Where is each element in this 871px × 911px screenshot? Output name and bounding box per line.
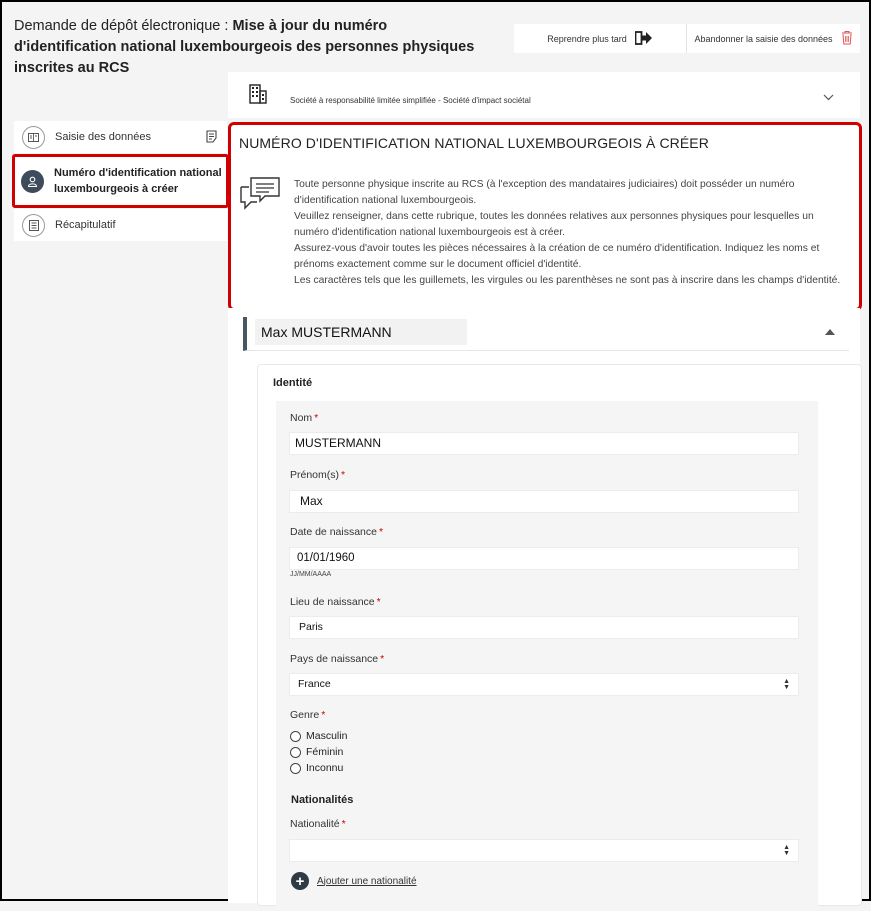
identity-card (257, 364, 862, 906)
company-type: Société à responsabilité limitée simplifiée - Société d'impact sociétal (290, 96, 531, 105)
dob-format-hint: JJ/MM/AAAA (290, 571, 332, 578)
country-label-text: Pays de naissance (290, 653, 379, 665)
dob-label-text: Date de naissance (290, 526, 377, 538)
prenom-field[interactable]: Max (289, 490, 799, 513)
required-marker: * (321, 709, 326, 721)
nom-label (290, 412, 318, 424)
building-icon (249, 84, 267, 109)
sidebar-item-identification-number[interactable] (12, 154, 229, 208)
page-title-bold: Mise à jour du numéro d'identification national luxembourgeois des personnes physiques inscrites au RCS (14, 18, 475, 76)
add-nationality-label: Ajouter une nationalité (317, 875, 417, 887)
nationalities-title: Nationalités (291, 794, 354, 806)
gender-label (290, 709, 325, 721)
header-actions (514, 24, 860, 53)
page-title (14, 16, 484, 79)
required-marker: * (376, 596, 381, 608)
sidebar-item-label: Saisie des données (55, 131, 152, 143)
required-marker: * (380, 653, 385, 665)
plus-circle-icon: + (291, 872, 309, 890)
country-label (290, 653, 384, 665)
abandon-label: Abandonner la saisie des données (694, 33, 833, 44)
nom-field[interactable]: MUSTERMANN (289, 432, 799, 455)
resume-later-button[interactable] (514, 24, 687, 53)
chat-bubbles-icon (239, 176, 281, 215)
info-text-body: Toute personne physique inscrite au RCS (à l'exception des mandataires judiciaires) doit posséder un numéro d'identification national luxembourgeois. Veuillez renseigner, dans cette rubrique, toutes les données relatives aux personnes physiques pour lesquelles un numéro d'identification national luxembourgeois est à créer. Assurez-vous d'avoir toutes les pièces nécessaires à la création de ce numéro d'identification. Indiquez les noms et prénoms exactement comme sur le document officiel d'identité. Les caractères tels que les guillemets, les virgules ou les parenthèses ne sont pas à inscrire dans les champs d'identité. (294, 179, 841, 286)
nom-label-text: Nom (290, 412, 313, 424)
country-select-value: France (298, 678, 331, 690)
radio-circle[interactable] (290, 747, 301, 758)
identity-section-title: Identité (273, 377, 313, 389)
gender-option-label: Masculin (306, 730, 348, 742)
page-header (2, 2, 869, 76)
person-header[interactable] (243, 317, 849, 351)
person-name: Max MUSTERMANN (255, 319, 467, 345)
gender-option-label: Féminin (306, 746, 344, 758)
select-arrows-icon: ▲ ▼ (783, 844, 790, 857)
dob-field[interactable]: 01/01/1960 (289, 547, 799, 570)
info-text (294, 177, 844, 289)
radio-circle[interactable] (290, 731, 301, 742)
sidebar (14, 121, 227, 241)
pob-label (290, 596, 381, 608)
required-marker: * (341, 469, 346, 481)
gender-radio-male[interactable] (290, 730, 347, 742)
abandon-button[interactable] (687, 24, 860, 53)
identity-form (276, 401, 818, 911)
exit-arrow-icon (635, 31, 653, 47)
pob-field[interactable]: Paris (289, 616, 799, 639)
required-marker: * (314, 412, 319, 424)
pob-label-text: Lieu de naissance (290, 596, 375, 608)
required-marker: * (341, 818, 346, 830)
gender-label-text: Genre (290, 709, 320, 721)
info-box (228, 122, 862, 311)
info-title: NUMÉRO D'IDENTIFICATION NATIONAL LUXEMBOURGEOIS À CRÉER (239, 135, 709, 151)
form-icon (22, 126, 45, 149)
prenom-label (290, 469, 345, 481)
sidebar-item-summary[interactable] (14, 209, 227, 241)
add-nationality-button[interactable] (291, 872, 417, 890)
country-select[interactable] (289, 673, 799, 696)
chevron-down-icon[interactable] (823, 88, 834, 106)
sidebar-item-label: Récapitulatif (55, 219, 116, 231)
nationality-label-text: Nationalité (290, 818, 340, 830)
person-icon (21, 170, 44, 193)
resume-later-label: Reprendre plus tard (547, 33, 627, 44)
trash-icon (841, 30, 853, 47)
gender-radio-female[interactable] (290, 746, 343, 758)
nationality-label (290, 818, 346, 830)
document-edit-icon (206, 130, 217, 146)
page-title-prefix: Demande de dépôt électronique : (14, 18, 233, 34)
nationality-select[interactable] (289, 839, 799, 862)
collapse-arrow-icon[interactable] (825, 329, 835, 335)
summary-icon (22, 214, 45, 237)
select-arrows-icon: ▲ ▼ (783, 678, 790, 691)
gender-radio-unknown[interactable] (290, 762, 343, 774)
prenom-label-text: Prénom(s) (290, 469, 340, 481)
required-marker: * (378, 526, 384, 538)
sidebar-item-data-entry[interactable] (14, 121, 227, 153)
dob-label (290, 526, 383, 538)
company-bar (228, 72, 860, 118)
main-panel (228, 308, 860, 903)
gender-option-label: Inconnu (306, 762, 344, 774)
sidebar-item-label: Numéro d'identification national luxembourgeois à créer (54, 167, 222, 195)
radio-circle[interactable] (290, 763, 301, 774)
